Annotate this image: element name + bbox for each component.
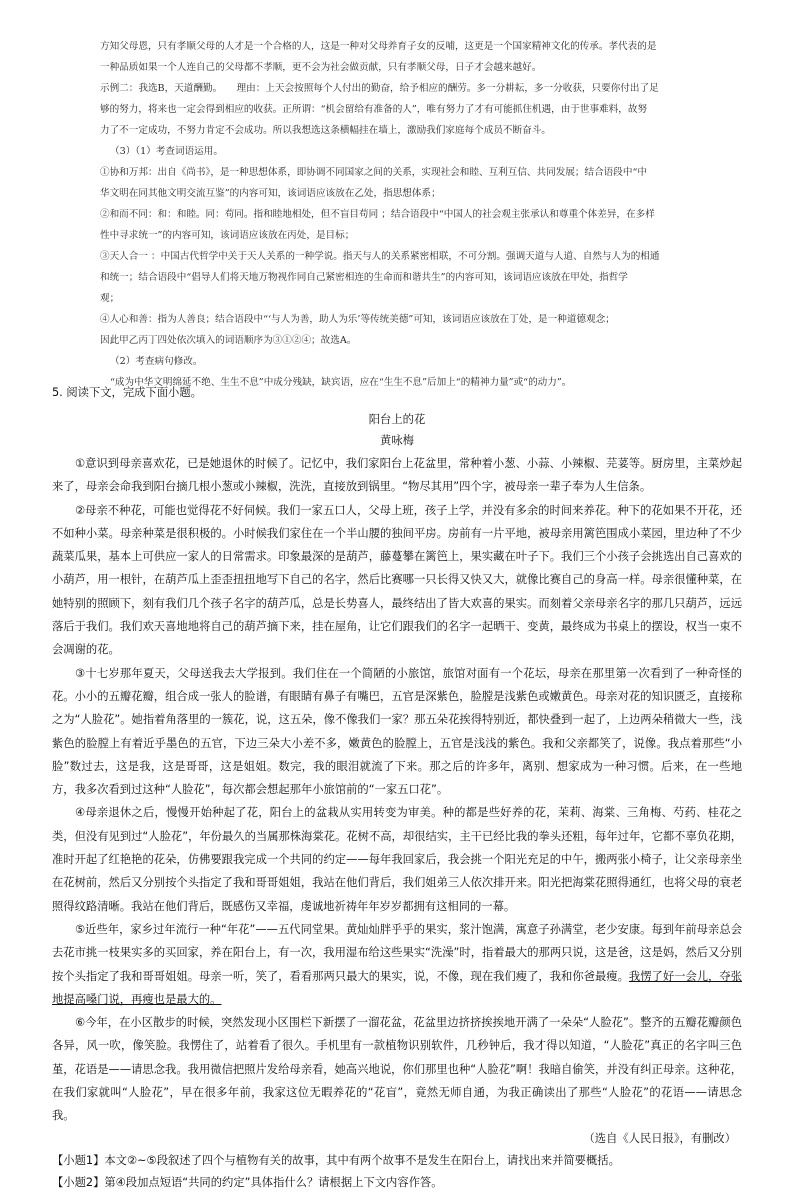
answer-line: 性中寻求统一”的内容可知，该词语应该放在丙处，是目标； [100,230,355,241]
answer-line: 方知父母恩，只有孝顺父母的人才是一个合格的人，这是一种对父母养育子女的反哺，这更是一个国家精神文化的传承。孝代表的是 [100,41,657,52]
answer-line: 和统一；结合语段中“倡导人们将天地万物视作同自己紧密相连的生命而和谐共生”的内容可知，该词语应该放在甲处，指哲学 [100,272,628,283]
sub-question-2: 【小题2】第④段加点短语“共同的约定”具体指什么？请根据上下文内容作答。 [52,1175,443,1189]
article-title: 阳台上的花 [368,413,426,426]
article-source: （选自《人民日报》，有删改） [583,1131,736,1145]
question-header: 5. 阅读下文，完成下面小题。 [52,386,202,399]
article-paragraph: ②母亲不种花，可能也觉得花不好伺候。我们一家五口人，父母上班，孩子上学，并没有多余的时间来养花。种下的花如果不开花，还不如种小菜。母亲种菜是很积极的。小时候我们家住在一个半山腰的独间平房。房前有一片平地，被母亲用篱笆围成小菜园，里边种了不少蔬菜瓜果，基本上可供应一家人的日常需求。印象最深的是葫芦，藤蔓攀在篱笆上，果实藏在叶子下。我们三个小孩子会挑选出自己喜欢的小葫芦，用一根针，在葫芦瓜上歪歪扭扭地写下自己的名字，然后比赛哪一只长得又快又大，就像比赛自己的身高一样。母亲很懂种菜，在她特别的照顾下，刻有我们几个孩子名字的葫芦瓜，总是长势喜人，最终结出了皆大欢喜的果实。而刻着父亲母亲名字的那几只葫芦，远远落后于我们。我们欢天喜地地将自己的葫芦摘下来，挂在屋角，让它们跟我们的名字一起晒干、变黄，最终成为书桌上的摆设，权当一束不会凋谢的花。 [52,503,742,657]
reading-question-section [52,384,742,1194]
article-paragraph [52,918,742,1011]
answer-line: ②和而不同：和：和睦。同：苟同。指和睦地相处，但不盲目苟同 ；结合语段中“中国人的社会观主张承认和尊重个体差异，在多样 [100,209,655,220]
answer-line: 够的努力，将来也一定会得到相应的收获。正所谓：“机会留给有准备的人”，唯有努力了才有可能抓住机遇，由于世事难料，故努 [100,104,648,115]
answer-line: 观； [100,293,120,304]
underlined-sentence: 我愣了好一会儿，夺张地提高嗓门说，再瘦也是最大的。 [52,969,742,1006]
answer-line: 示例二：我选B，天道酬勤。 理由：上天会按照每个人付出的勤奋，给予相应的酬劳。多一分耕耘，多一分收获，只要你付出了足 [100,83,659,94]
answer-line: 力了不一定成功，不努力肯定不会成功。所以我想选这条横幅挂在墙上，激励我们家庭每个成员不断奋斗。 [100,125,551,136]
article-paragraph: ③十七岁那年夏天，父母送我去大学报到。我们住在一个简陋的小旅馆，旅馆对面有一个花坛，母亲在那里第一次看到了一种奇怪的花。小小的五瓣花瓣，组合成一张人的脸谱，有眼睛有鼻子有嘴巴，五官是深紫色，脸膛是浅紫色或嫩黄色。母亲对花的知识匮乏，直接称之为“人脸花”。她指着角落里的一簇花，说，这五朵，像不像我们一家？那五朵花挨得特别近，都快叠到一起了，上边两朵稍微大一些，浅紫色的脸膛上有着近乎墨色的五官，下边三朵大小差不多，嫩黄色的脸膛上，五官是浅浅的紫色。我和父亲都笑了，说像。我点着那些“小脸”数过去，这是我，这是哥哥，这是姐姐。数完，我的眼泪就流了下来。那之后的许多年，离别、想家成为一种习惯。后来，在一些地方，我多次看到过这种“人脸花”，每次都会想起那年小旅馆前的“一家五口花”。 [52,666,742,797]
article-paragraph: ①意识到母亲喜欢花，已是她退休的时候了。记忆中，我们家阳台上花盆里，常种着小葱、小蒜、小辣椒、芫荽等。厨房里，主菜炒起来了，母亲会命我到阳台摘几根小葱或小辣椒，洗洗，直接放到锅里。“物尽其用”四个字，被母亲一辈子奉为人生信条。 [52,457,742,494]
answer-line: 一种品质如果一个人连自己的父母都不孝顺，更不会为社会做贡献，只有孝顺父母，日子才会越来越好。 [100,62,542,73]
answer-line: （3）（1）考查词语运用。 [110,146,223,157]
answer-line: 因此甲乙丙丁四处依次填入的词语顺序为③①②④；故选A。 [100,335,357,346]
paragraph-text: ⑤近些年，家乡过年流行一种“年花”——五代同堂果。黄灿灿胖乎乎的果实，浆汁饱满，寓意子孙满堂，老少安康。每到年前母亲总会去花市挑一枝果实多的买回家，养在阳台上，有一次，我用湿布给这些果实“洗澡”时，指着最大的那两只说，这是爸，这是妈，然后又分别按个头指定了我和哥哥姐姐。母亲一听，笑了，看看那两只最大的果实，说，不像，现在我们瘦了，我和你爸最瘦。 [52,922,742,983]
previous-answer-section [100,36,720,393]
answer-line: 华文明在同其他文明交流互鉴”的内容可知，该词语应该放在乙处，指思想体系； [100,188,441,199]
answer-line: “成为中华文明绵延不绝、生生不息”中成分残缺，缺宾语，应在“生生不息”后加上“的精神力量”或“的动力”。 [110,377,572,388]
answer-line: （2）考查病句修改。 [110,356,203,367]
answer-line: ④人心和善：指为人善良；结合语段中“‘与人为善，助人为乐’等传统美德”可知，该词语应该放在丁处，是一种道德观念； [100,314,615,325]
article-author: 黄咏梅 [380,434,414,447]
article-paragraph: ④母亲退休之后，慢慢开始种起了花，阳台上的盆栽从实用转变为审美。种的都是些好养的花，茉莉、海棠、三角梅、芍药、桂花之类，但没有见到过“人脸花”，年份最久的当属那株海棠花。花树不高，却很结实，主干已经比我的拳头还粗，每年过年，它都不辜负花期，准时开起了红艳艳的花朵，仿佛要跟我完成一个共同的约定——每年我回家后，我会挑一个阳光充足的中午，搬两张小椅子，让父亲母亲坐在花树前，然后又分别按个头指定了我和哥哥姐姐，我站在他们背后，我们姐弟三人依次排开来。阳光把海棠花照得通红，也将父母的衰老照得纹路清晰。我站在他们背后，既感伤又幸福，虔诚地祈祷年年岁岁都拥有这相同的一幕。 [52,806,742,913]
sub-question-1: 【小题1】本文②~⑤段叙述了四个与植物有关的故事，其中有两个故事不是发生在阳台上，请找出来并简要概括。 [52,1153,620,1167]
answer-line: ①协和万邦：出自《尚书》，是一种思想体系，即协调不同国家之间的关系，实现社会和睦、互利互信、共同发展；结合语段中“中 [100,167,647,178]
answer-line: ③天人合一 ：中国古代哲学中关于天人关系的一种学说。指天与人的关系紧密相联，不可分割。强调天道与人道、自然与人为的相通 [100,251,660,262]
article-paragraph: ⑥今年，在小区散步的时候，突然发现小区围栏下新摆了一溜花盆，花盆里边挤挤挨挨地开满了一朵朵“人脸花”。整齐的五瓣花瓣颜色各异，风一吹，像笑脸。我愣住了，站着看了很久。手机里有一款植物识别软件，几秒钟后，我才得以知道，“人脸花”真正的名字叫三色堇，花语是——请思念我。我用微信把照片发给母亲看，她高兴地说，你们那里也种“人脸花”啊！我暗自偷笑，并没有纠正母亲。这种花，在我们家就叫“人脸花”，早在很多年前，我家这位无暇养花的“花盲”，竟然无师自通，为我正确读出了那些“人脸花”的花语——请思念我。 [52,1016,742,1123]
